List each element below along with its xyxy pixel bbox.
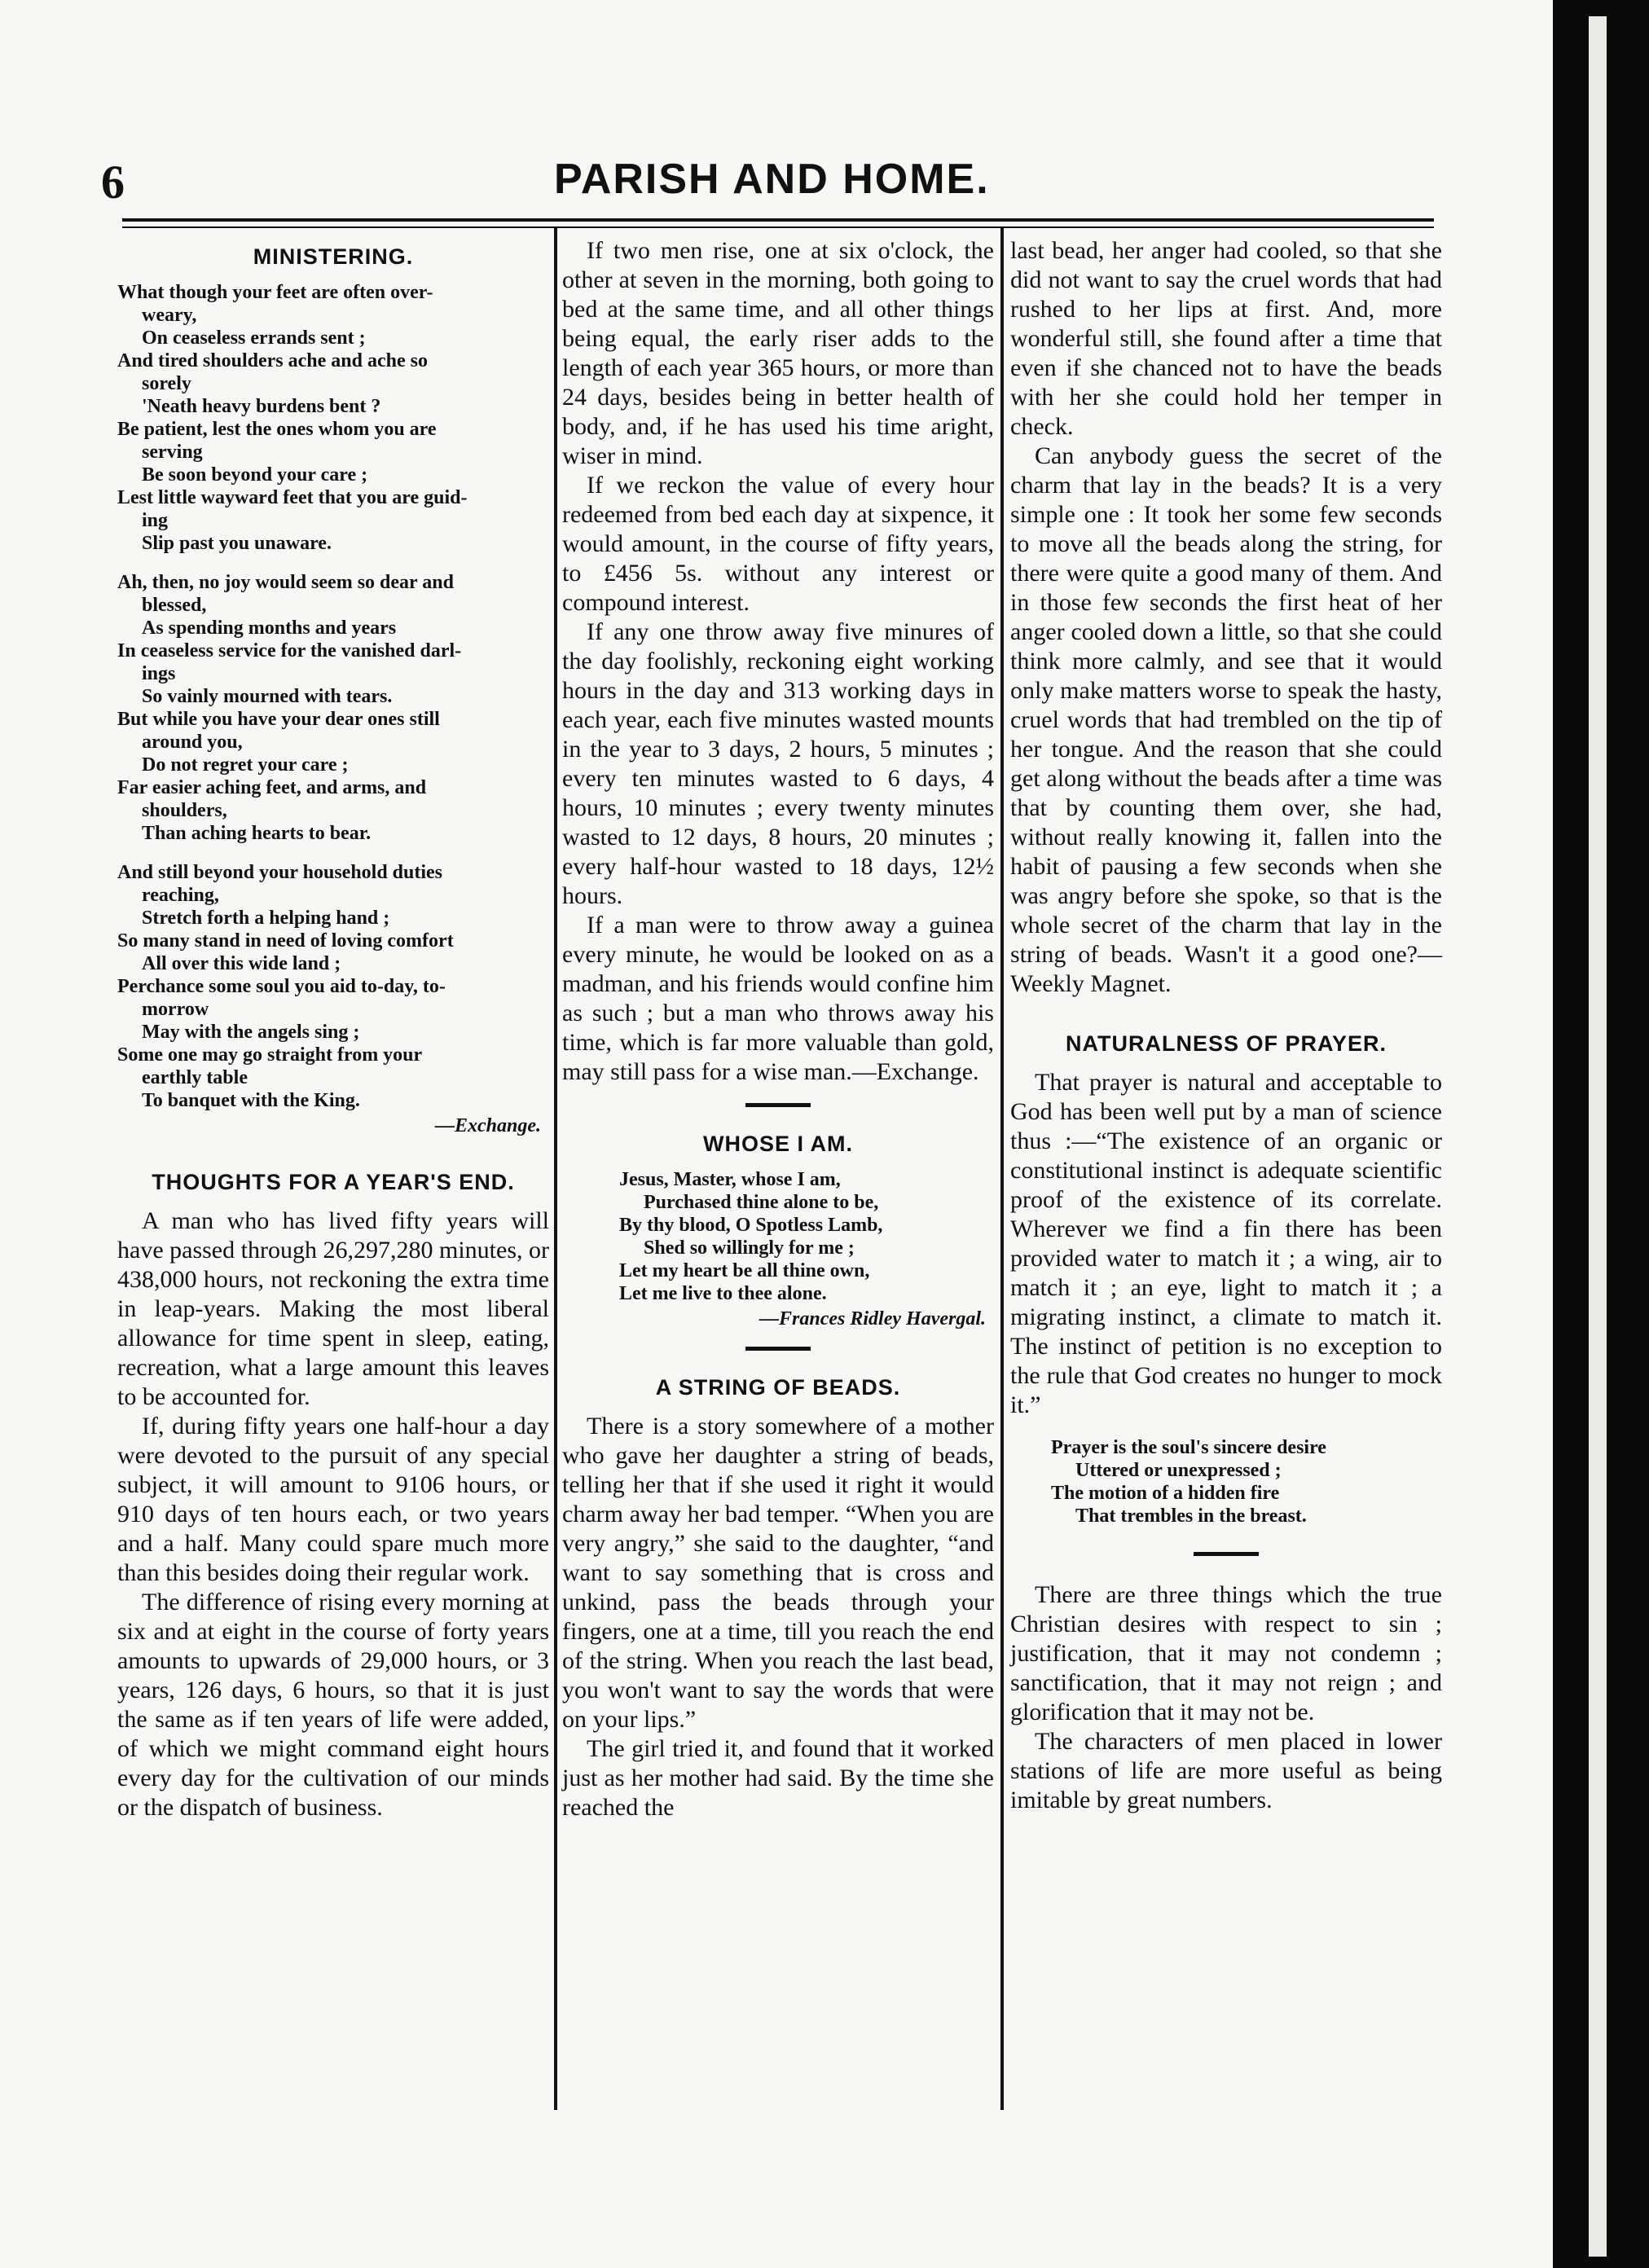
poem-line: ing bbox=[142, 510, 169, 531]
beads-paragraph: The girl tried it, and found that it worked just as her mother had said. By the time she reached the bbox=[562, 1735, 994, 1821]
poem-line: morrow bbox=[142, 999, 209, 1020]
poem-line: All over this wide land ; bbox=[142, 953, 341, 974]
poem-line: Let my heart be all thine own, bbox=[619, 1260, 870, 1281]
three-things-paragraph: There are three things which the true Christian desires with respect to sin ; justification, that it may not condemn ; sanctification, that it may not reign ; and glorification that it may not be. bbox=[1010, 1581, 1442, 1725]
poem-line: So vainly mourned with tears. bbox=[142, 686, 393, 707]
poem-line: blessed, bbox=[142, 595, 207, 616]
column-2 bbox=[562, 236, 994, 1822]
poem-line: On ceaseless errands sent ; bbox=[142, 327, 366, 349]
whose-attribution: —Frances Ridley Havergal. bbox=[759, 1308, 986, 1330]
poem-line: Purchased thine alone to be, bbox=[644, 1192, 879, 1213]
section-divider bbox=[1194, 1552, 1259, 1556]
thoughts-paragraph: If we reckon the value of every hour redeemed from bed each day at sixpence, it would amount, in the course of fifty years, to £456 5s. without any interest or compound interest. bbox=[562, 472, 994, 616]
poem-line: weary, bbox=[142, 305, 197, 326]
poem-line: Slip past you unaware. bbox=[142, 533, 332, 554]
thoughts-paragraph: A man who has lived fifty years will have passed through 26,297,280 minutes, or 438,000 hours, not reckoning the extra time in leap-years. Making the most liberal allowance for time spent in sleep, eating, recreation, what a large amount this leaves to be accounted for. bbox=[117, 1207, 549, 1410]
thoughts-paragraph: If any one throw away five minures of the day foolishly, reckoning eight working hours in the day and 313 working days in each year, each five minutes wasted mounts in the year to 3 days, 2 hours, 5 minutes ; every ten minutes wasted to 6 days, 4 hours, 10 minutes ; every twenty minutes wasted to 12 days, 8 hours, 20 minutes ; every half-hour wasted to 18 days, 12½ hours. bbox=[562, 618, 994, 909]
beads-paragraph: There is a story somewhere of a mother who gave her daughter a string of beads, telling her that if she used it right it would charm away her bad temper. “When you are very angry,” she said to the daughter, “and want to say something that is cross and unkind, pass the beads through your fingers, one at a time, till you reach the end of the string. When you reach the last bead, you won't want to say the words that were on your lips.” bbox=[562, 1413, 994, 1733]
poem-line: Far easier aching feet, and arms, and bbox=[117, 777, 427, 798]
thoughts-title: THOUGHTS FOR A YEAR'S END. bbox=[152, 1170, 515, 1194]
poem-line: Ah, then, no joy would seem so dear and bbox=[117, 572, 454, 593]
page-number: 6 bbox=[101, 156, 125, 209]
column-3 bbox=[1010, 236, 1442, 1815]
poem-line: What though your feet are often over- bbox=[117, 282, 433, 303]
poem-line: Do not regret your care ; bbox=[142, 754, 349, 776]
prayer-paragraph: That prayer is natural and acceptable to God has been well put by a man of science thus :—“The existence of an organic or constitutional instinct is adequate scientific proof of the existence of its correlate. Wherever we find a fin there has been provided water to match it ; a wing, air to match it ; an eye, light to match it ; a migrating instinct, a climate to match it. The instinct of petition is no exception to the rule that God creates no hunger to mock it.” bbox=[1010, 1069, 1442, 1418]
poem-line: shoulders, bbox=[142, 800, 227, 821]
poem-line: So many stand in need of loving comfort bbox=[117, 930, 454, 952]
header-rule bbox=[122, 218, 1434, 222]
poem-line: Jesus, Master, whose I am, bbox=[619, 1169, 841, 1190]
prayer-title: NATURALNESS OF PRAYER. bbox=[1065, 1031, 1387, 1056]
poem-line: Stretch forth a helping hand ; bbox=[142, 908, 390, 929]
poem-line: By thy blood, O Spotless Lamb, bbox=[619, 1215, 883, 1236]
poem-line: Shed so willingly for me ; bbox=[644, 1237, 855, 1259]
ministering-title: MINISTERING. bbox=[253, 244, 414, 269]
poem-line: Uttered or unexpressed ; bbox=[1075, 1460, 1282, 1481]
column-divider bbox=[1000, 228, 1004, 2110]
poem-line: Lest little wayward feet that you are guid- bbox=[117, 487, 468, 508]
poem-line: earthly table bbox=[142, 1067, 248, 1088]
thoughts-paragraph: If a man were to throw away a guinea every minute, he would be looked on as a madman, and his friends would confine him as such ; but a man who throws away his time, which is far more valuable than gold, may still pass for a wise man.—Exchange. bbox=[562, 912, 994, 1085]
prayer-verse bbox=[1010, 1436, 1442, 1527]
thoughts-paragraph: If two men rise, one at six o'clock, the other at seven in the morning, both going to bed at the same time, and all other things being equal, the early riser adds to the length of each year 365 hours, or more than 24 days, besides being in better health of body, and, if he has used his time aright, wiser in mind. bbox=[562, 237, 994, 469]
poem-line: Prayer is the soul's sincere desire bbox=[1051, 1437, 1326, 1458]
poem-line: serving bbox=[142, 442, 203, 463]
poem-line: ings bbox=[142, 663, 176, 684]
poem-line: Be soon beyond your care ; bbox=[142, 464, 368, 486]
poem-line: But while you have your dear ones still bbox=[117, 709, 440, 730]
ministering-poem bbox=[117, 281, 549, 1112]
poem-line: 'Neath heavy burdens bent ? bbox=[142, 396, 381, 417]
thoughts-paragraph: If, during fifty years one half-hour a day were devoted to the pursuit of any special subject, it will amount to 9106 hours, or 910 days of ten hours each, or two years and a half. Many could spare much more than this besides doing their regular work. bbox=[117, 1413, 549, 1586]
poem-line: Than aching hearts to bear. bbox=[142, 823, 372, 844]
running-title: PARISH AND HOME. bbox=[554, 156, 990, 203]
whose-poem bbox=[562, 1168, 994, 1305]
poem-line: Some one may go straight from your bbox=[117, 1044, 423, 1066]
section-divider bbox=[745, 1347, 811, 1351]
poem-line: around you, bbox=[142, 732, 243, 753]
poem-line: As spending months and years bbox=[142, 618, 397, 639]
column-1 bbox=[117, 236, 549, 1822]
column-divider bbox=[554, 228, 557, 2110]
poem-line: And tired shoulders ache and ache so bbox=[117, 350, 428, 371]
header-rule-thin bbox=[122, 226, 1434, 228]
poem-line: In ceaseless service for the vanished darl- bbox=[117, 640, 462, 662]
beads-paragraph: Can anybody guess the secret of the charm that lay in the beads? It is a very simple one : It took her some few seconds to move all the beads along the string, for there were quite a good many of them. And in those few seconds the first heat of her anger cooled down a little, so that she could think more calmly, and see that it would only make matters worse to speak the hasty, cruel words that had trembled on the tip of her tongue. And the reason that she could get along without the beads after a time was that by counting them over, she had, without really knowing it, fallen into the habit of pausing a few seconds when she was angry before she spoke, so that is the whole secret of the charm that lay in the string of beads. Wasn't it a good one?— Weekly Magnet. bbox=[1010, 442, 1442, 997]
poem-line: reaching, bbox=[142, 885, 219, 906]
poem-line: Perchance some soul you aid to-day, to- bbox=[117, 976, 446, 997]
characters-paragraph: The characters of men placed in lower stations of life are more useful as being imitable by great numbers. bbox=[1010, 1728, 1442, 1813]
thoughts-paragraph: The difference of rising every morning at six and at eight in the course of forty years amounts to upwards of 29,000 hours, or 3 years, 126 days, 6 hours, so that it is just the same as if ten years of life were added, of which we might command eight hours every day for the cultivation of our minds or the dispatch of business. bbox=[117, 1589, 549, 1821]
ministering-attribution: —Exchange. bbox=[434, 1115, 541, 1136]
poem-line: Let me live to thee alone. bbox=[619, 1283, 827, 1304]
scan-edge-band bbox=[1589, 16, 1607, 2257]
poem-line: Be patient, lest the ones whom you are bbox=[117, 419, 437, 440]
poem-line: That trembles in the breast. bbox=[1075, 1505, 1307, 1527]
beads-paragraph: last bead, her anger had cooled, so that she did not want to say the cruel words that had rushed to her lips at first. And, more wonderful still, she found after a time that even if she chanced not to have the beads with her she could hold her temper in check. bbox=[1010, 237, 1442, 440]
poem-line: To banquet with the King. bbox=[142, 1090, 360, 1111]
section-divider bbox=[745, 1103, 811, 1107]
whose-title: WHOSE I AM. bbox=[703, 1132, 853, 1156]
poem-line: And still beyond your household duties bbox=[117, 862, 443, 883]
poem-line: sorely bbox=[142, 373, 191, 394]
poem-line: May with the angels sing ; bbox=[142, 1022, 360, 1043]
beads-title: A STRING OF BEADS. bbox=[655, 1375, 901, 1400]
poem-line: The motion of a hidden fire bbox=[1051, 1483, 1280, 1504]
